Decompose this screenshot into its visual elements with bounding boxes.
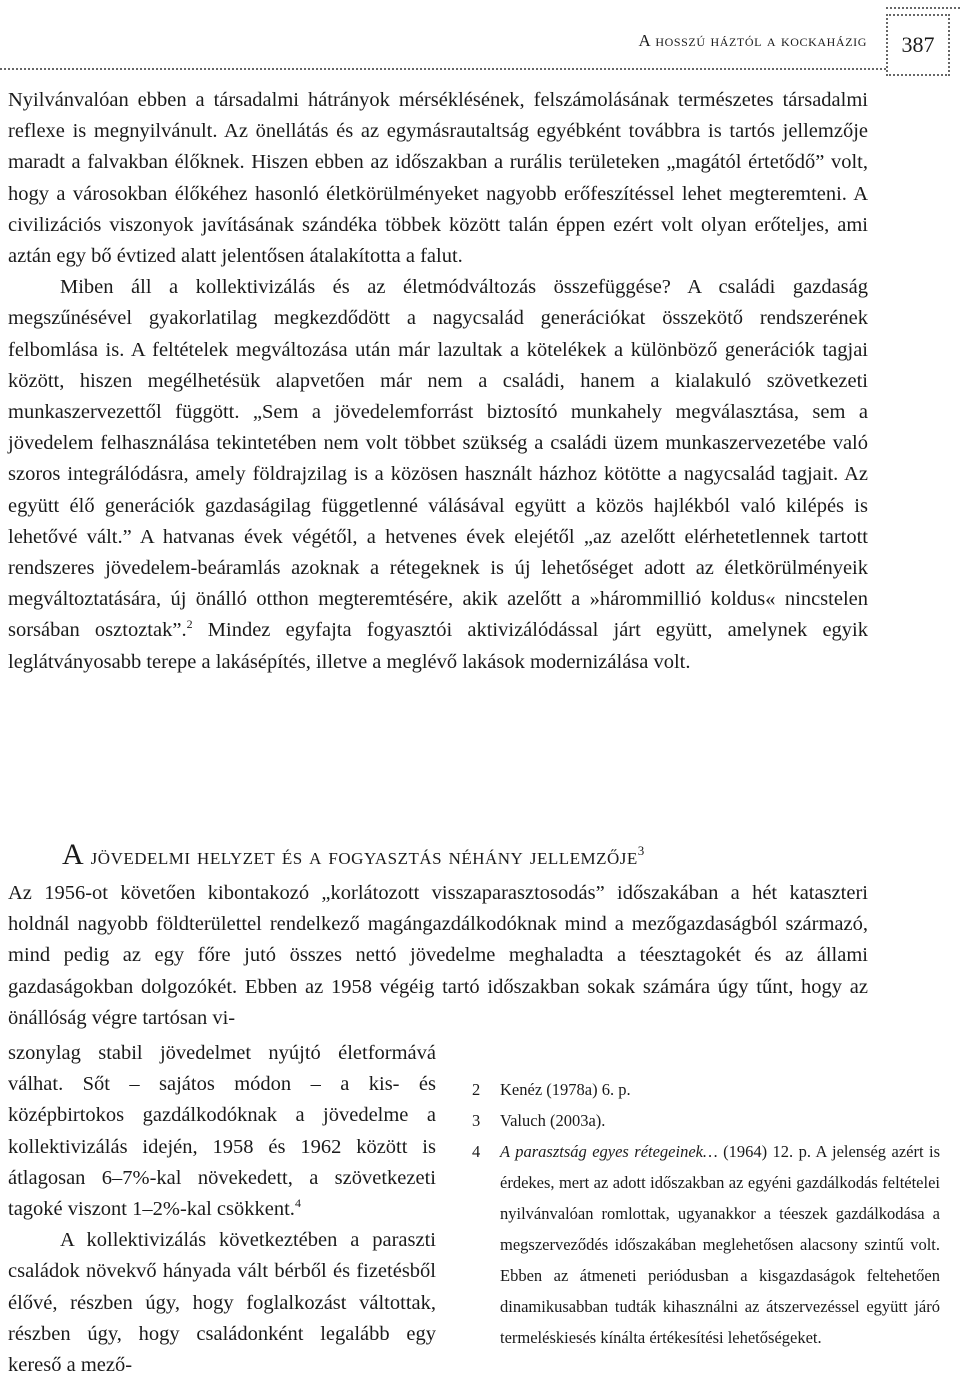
footnote-ref-3[interactable]: 3 bbox=[637, 843, 645, 858]
paragraph-2-main: Miben áll a kollektivizálás és az életmódváltozás összefüggése? A családi gazdaság megszűnésével gyakorlatilag megkezdődött a nagycsalád generációkat összekötő rendszerének felbomlása is. A feltételek megváltozása után már lazultak a kötelékek a különböző generációk tagjai között, hiszen megélhetésük alapvetően már nem a családi, hanem a kialakuló szövetkezeti munkaszervezettől függött. „Sem a jövedelemforrást biztosító munkahely megválasztása, sem a jövedelem felhasználása tekintetében nem volt többet szükség a családi üzem munkaszervezetébe való szoros integrálódásra, amely földrajzilag is a közösen használt házhoz kötötte a nagycsalád tagjait. Az együtt élő generációk gazdaságilag függetlenné válásával együtt a közös hajlékból való kilépés is lehetővé vált.” A hatvanas évek végétől, a hetvenes évek elejétől „az azelőtt elérhetetlennek tartott rendszeres jövedelem-beáramlás azoknak a rétegeknek is új lehetőséget adott az életkörülményeik megváltoztatására, új önálló otthon megteremtésére, akik azelőtt a »hárommillió koldus« nincstelen sorsában osztoztak”. bbox=[8, 276, 868, 642]
footnote-text: Kenéz (1978a) 6. p. bbox=[500, 1080, 631, 1099]
page-header bbox=[0, 0, 960, 70]
paragraph-2 bbox=[8, 272, 868, 678]
footnote-number: 3 bbox=[472, 1111, 481, 1130]
footnote-number: 4 bbox=[472, 1142, 481, 1161]
footnote-text: (1964) 12. p. A jelenség azért is érdekes, mert az adott időszakban az egyéni gazdálkodás feltételei nyilvánvalóan romlottak, ugyanakkor a téeszek gazdálkodása a megszerveződés időszakában meglehetősen alacsony szintű volt. Ebben az átmeneti periódusban a kisgazdaságok feltehetően dinamikusabban tudták kihasználni az átszervezéssel együtt járó termeléskiesés kínálta értékesítési lehetőségeket. bbox=[500, 1142, 940, 1347]
footnote-italic: A parasztság egyes rétegeinek… bbox=[500, 1142, 718, 1161]
header-rule bbox=[0, 68, 886, 70]
left-paragraph-1-text: szonylag stabil jövedelmet nyújtó életformává válhat. Sőt – sajátos módon – a kis- és középbirtokos gazdálkodóknak a jövedelme a kollektivizálás idején, 1958 és 1962 között is átlagosan 6–7%-kal növekedett, a szövetkezeti tagoké viszont 1–2%-kal csökkent. bbox=[8, 1042, 436, 1221]
paragraph-2-tail: Mindez egyfajta fogyasztói aktivizálódással járt együtt, amelynek egyik leglátványosabb terepe a lakásépítés, illetve a meglévő lakások modernizálása volt. bbox=[8, 619, 869, 673]
page-number-box bbox=[886, 14, 950, 76]
footnote-number: 2 bbox=[472, 1080, 481, 1099]
main-text bbox=[8, 85, 868, 678]
section-text bbox=[8, 878, 868, 1034]
footnote-ref-4[interactable]: 4 bbox=[294, 1196, 301, 1211]
footnote bbox=[472, 1105, 940, 1136]
section-heading bbox=[62, 838, 862, 872]
footnote bbox=[472, 1074, 940, 1105]
section-paragraph-1: Az 1956-ot követően kibontakozó „korlátozott visszaparasztosodás” időszakában a hét kataszteri holdnál nagyobb földterülettel rendelkező magángazdálkodóknak mind a mezőgazdaságból származó, mind pedig az egy főre jutó összes nettó jövedelme meghaladta a téesztagokét és az állami gazdaságokban dolgozókét. Ebben az 1958 végéig tartó időszakban sokak számára úgy tűnt, hogy az önállóság végre tartósan vi- bbox=[8, 882, 868, 1029]
page-number: 387 bbox=[901, 32, 935, 57]
section-heading-initial: A bbox=[62, 838, 85, 871]
footnotes bbox=[472, 1074, 940, 1353]
left-paragraph-1 bbox=[8, 1038, 436, 1225]
header-top-rule bbox=[886, 7, 960, 9]
footnote bbox=[472, 1136, 940, 1353]
footnote-text: Valuch (2003a). bbox=[500, 1111, 606, 1130]
left-column-text bbox=[8, 1038, 436, 1381]
footnote-ref-2[interactable]: 2 bbox=[186, 617, 193, 632]
paragraph-1: Nyilvánvalóan ebben a társadalmi hátrányok mérséklésének, felszámolásának természetes társadalmi reflexe is megnyilvánult. Az önellátás és az egymásrautaltság egyébként továbbra is tartós jellemzője maradt a falvakban élőknek. Hiszen ebben az időszakban a rurális területeken „magától értetődő” volt, hogy a városokban élőkéhez hasonló életkörülményeket nagyobb erőfeszítéssel lehet megteremteni. A civilizációs viszonyok javításának szándéka többek között talán éppen ezért volt olyan erőteljes, ami aztán egy bő évtized alatt jelentősen átalakította a falut. bbox=[8, 89, 868, 268]
left-paragraph-2: A kollektivizálás következtében a paraszti családok növekvő hányada vált bérből és fizetésből élővé, részben úgy, hogy foglalkozást váltottak, részben úgy, hogy családonként legalább egy kereső a mező- bbox=[8, 1229, 436, 1377]
running-title: A hosszú háztól a kockaházig bbox=[638, 31, 867, 50]
section-heading-text: jövedelmi helyzet és a fogyasztás néhány jellemzője bbox=[84, 844, 638, 870]
